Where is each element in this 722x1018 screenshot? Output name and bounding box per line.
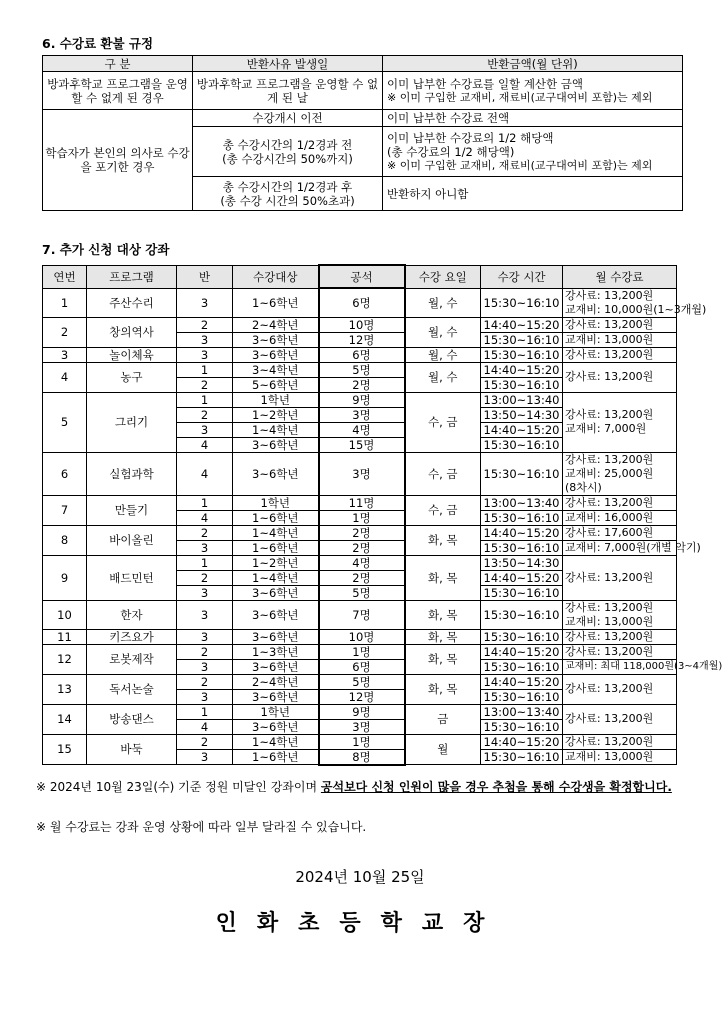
course-program-name: 창의역사: [87, 317, 177, 347]
course-fee: 교재비: 13,000원: [563, 749, 677, 765]
course-program-name: 독서논술: [87, 674, 177, 704]
course-vacancy: 2명: [319, 525, 405, 540]
course-target: 2~4학년: [233, 317, 319, 332]
course-target: 3~6학년: [233, 659, 319, 674]
course-target: 3~6학년: [233, 585, 319, 600]
col-header-no: 연번: [43, 265, 87, 288]
course-fee: 교재비: 16,000원: [563, 510, 677, 525]
course-time: 14:40~15:20: [481, 734, 563, 749]
course-time: 13:50~14:30: [481, 407, 563, 422]
course-program-name: 바둑: [87, 734, 177, 765]
course-vacancy: 2명: [319, 377, 405, 392]
course-fee: 교재비: 최대 118,000원(3~4개월): [563, 659, 677, 674]
course-no: 9: [43, 555, 87, 600]
course-class: 2: [177, 644, 233, 659]
course-time: 14:40~15:20: [481, 422, 563, 437]
course-target: 2~4학년: [233, 674, 319, 689]
course-vacancy: 4명: [319, 422, 405, 437]
course-time: 15:30~16:10: [481, 288, 563, 317]
refund-header-amount: 반환금액(월 단위): [383, 56, 683, 72]
course-target: 3~4학년: [233, 362, 319, 377]
course-fee: 강사료: 13,200원: [563, 495, 677, 510]
course-program-name: 키즈요가: [87, 629, 177, 644]
course-fee: 강사료: 13,200원 교재비: 25,000원 (8차시): [563, 452, 677, 495]
course-no: 7: [43, 495, 87, 525]
col-header-fee: 월 수강료: [563, 265, 677, 288]
course-no: 1: [43, 288, 87, 317]
course-no: 12: [43, 644, 87, 674]
course-program-name: 만들기: [87, 495, 177, 525]
col-header-program: 프로그램: [87, 265, 177, 288]
course-vacancy: 15명: [319, 437, 405, 452]
course-day: 화, 목: [405, 525, 481, 555]
course-vacancy: 9명: [319, 704, 405, 719]
course-fee: 강사료: 13,200원: [563, 644, 677, 659]
course-fee: 강사료: 13,200원: [563, 347, 677, 362]
course-class: 3: [177, 689, 233, 704]
notice-lottery: ※ 2024년 10월 23일(수) 기준 정원 미달인 강좌이며 공석보다 신청 인원이 많을 경우 추첨을 통해 수강생을 확정합니다.: [36, 780, 672, 794]
refund-row2-sub2-amount: 이미 납부한 수강료의 1/2 해당액 (총 수강료의 1/2 해당액) ※ 이미 구입한 교재비, 재료비(교구대여비 포함)는 제외: [383, 127, 683, 177]
table-row: [43, 525, 677, 540]
course-fee: 강사료: 17,600원: [563, 525, 677, 540]
course-no: 10: [43, 600, 87, 629]
course-target: 1~4학년: [233, 422, 319, 437]
course-day: 수, 금: [405, 495, 481, 525]
course-time: 15:30~16:10: [481, 689, 563, 704]
course-time: 15:30~16:10: [481, 749, 563, 765]
course-day: 화, 목: [405, 600, 481, 629]
course-vacancy: 12명: [319, 332, 405, 347]
course-vacancy: 3명: [319, 452, 405, 495]
course-vacancy: 5명: [319, 674, 405, 689]
course-target: 1~6학년: [233, 510, 319, 525]
course-fee: 강사료: 13,200원: [563, 734, 677, 749]
course-target: 3~6학년: [233, 600, 319, 629]
course-vacancy: 5명: [319, 585, 405, 600]
course-vacancy: 10명: [319, 629, 405, 644]
course-day: 화, 목: [405, 629, 481, 644]
refund-row1-category: 방과후학교 프로그램을 운영할 수 없게 된 경우: [43, 72, 193, 110]
course-vacancy: 1명: [319, 644, 405, 659]
course-no: 6: [43, 452, 87, 495]
col-header-vacancy: 공석: [319, 265, 405, 288]
table-row: [43, 392, 677, 407]
course-day: 월: [405, 734, 481, 765]
table-row: [43, 288, 677, 317]
course-vacancy: 2명: [319, 570, 405, 585]
course-fee: 강사료: 13,200원: [563, 555, 677, 600]
course-vacancy: 7명: [319, 600, 405, 629]
course-target: 3~6학년: [233, 689, 319, 704]
course-class: 2: [177, 570, 233, 585]
school-principal-name: 인화초등학교장: [215, 911, 505, 936]
course-no: 8: [43, 525, 87, 555]
course-class: 2: [177, 407, 233, 422]
course-time: 15:30~16:10: [481, 510, 563, 525]
course-time: 15:30~16:10: [481, 437, 563, 452]
refund-row2-sub1-amount: 이미 납부한 수강료 전액: [383, 110, 683, 127]
refund-row1-reason: 방과후학교 프로그램을 운영할 수 없게 된 날: [193, 72, 383, 110]
course-vacancy: 5명: [319, 362, 405, 377]
course-target: 3~6학년: [233, 437, 319, 452]
course-fee: 교재비: 13,000원: [563, 332, 677, 347]
course-target: 5~6학년: [233, 377, 319, 392]
course-fee: 강사료: 13,200원 교재비: 7,000원: [563, 392, 677, 452]
course-target: 3~6학년: [233, 452, 319, 495]
course-target: 1학년: [233, 495, 319, 510]
table-row: [43, 704, 677, 719]
course-class: 3: [177, 629, 233, 644]
course-class: 2: [177, 377, 233, 392]
refund-row2-sub1-reason: 수강개시 이전: [193, 110, 383, 127]
course-day: 수, 금: [405, 392, 481, 452]
course-day: 월, 수: [405, 288, 481, 317]
course-target: 1~4학년: [233, 570, 319, 585]
courses-section-title: 7. 추가 신청 대상 강좌: [42, 242, 170, 257]
course-time: 15:30~16:10: [481, 452, 563, 495]
course-vacancy: 12명: [319, 689, 405, 704]
course-class: 2: [177, 734, 233, 749]
course-vacancy: 6명: [319, 347, 405, 362]
course-program-name: 바이올린: [87, 525, 177, 555]
course-program-name: 실험과학: [87, 452, 177, 495]
course-target: 1학년: [233, 704, 319, 719]
course-no: 11: [43, 629, 87, 644]
course-class: 2: [177, 674, 233, 689]
course-no: 2: [43, 317, 87, 347]
course-time: 14:40~15:20: [481, 570, 563, 585]
course-fee: 교재비: 7,000원(개별 악기): [563, 540, 677, 555]
course-no: 13: [43, 674, 87, 704]
course-class: 3: [177, 600, 233, 629]
refund-row2-sub2-reason: 총 수강시간의 1/2경과 전 (총 수강시간의 50%까지): [193, 127, 383, 177]
course-target: 3~6학년: [233, 332, 319, 347]
course-time: 15:30~16:10: [481, 540, 563, 555]
course-class: 4: [177, 719, 233, 734]
course-class: 1: [177, 362, 233, 377]
course-target: 1~4학년: [233, 734, 319, 749]
course-class: 3: [177, 288, 233, 317]
document-date: 2024년 10월 25일: [295, 868, 425, 886]
course-class: 1: [177, 555, 233, 570]
course-vacancy: 9명: [319, 392, 405, 407]
refund-header-reason: 반환사유 발생일: [193, 56, 383, 72]
col-header-target: 수강대상: [233, 265, 319, 288]
table-row: [43, 362, 677, 377]
course-vacancy: 11명: [319, 495, 405, 510]
course-fee: 강사료: 13,200원: [563, 317, 677, 332]
course-fee: 강사료: 13,200원 교재비: 13,000원: [563, 600, 677, 629]
course-time: 15:30~16:10: [481, 659, 563, 674]
course-program-name: 농구: [87, 362, 177, 392]
course-no: 15: [43, 734, 87, 765]
course-no: 3: [43, 347, 87, 362]
course-class: 3: [177, 659, 233, 674]
course-day: 수, 금: [405, 452, 481, 495]
course-class: 4: [177, 452, 233, 495]
course-class: 1: [177, 495, 233, 510]
course-class: 4: [177, 510, 233, 525]
refund-row2-sub3-reason: 총 수강시간의 1/2경과 후 (총 수강 시간의 50%초과): [193, 177, 383, 211]
course-program-name: 한자: [87, 600, 177, 629]
course-time: 13:00~13:40: [481, 392, 563, 407]
refund-section-title: 6. 수강료 환불 규정: [42, 36, 154, 51]
course-fee: 강사료: 13,200원: [563, 362, 677, 392]
course-time: 13:50~14:30: [481, 555, 563, 570]
course-target: 1~6학년: [233, 540, 319, 555]
notice-lottery-emphasis: 공석보다 신청 인원이 많을 경우 추첨을 통해 수강생을 확정합니다.: [320, 780, 672, 794]
course-time: 15:30~16:10: [481, 332, 563, 347]
course-program-name: 배드민턴: [87, 555, 177, 600]
course-day: 월, 수: [405, 317, 481, 347]
course-no: 4: [43, 362, 87, 392]
course-day: 월, 수: [405, 347, 481, 362]
course-day: 금: [405, 704, 481, 734]
course-target: 1~2학년: [233, 407, 319, 422]
course-time: 14:40~15:20: [481, 317, 563, 332]
course-time: 15:30~16:10: [481, 585, 563, 600]
table-row: [43, 452, 677, 495]
course-program-name: 그리기: [87, 392, 177, 452]
course-class: 2: [177, 525, 233, 540]
course-fee: 강사료: 13,200원: [563, 674, 677, 704]
table-row: [43, 317, 677, 332]
table-row: [43, 347, 677, 362]
course-time: 15:30~16:10: [481, 629, 563, 644]
courses-table: [42, 264, 722, 766]
course-vacancy: 4명: [319, 555, 405, 570]
course-program-name: 로봇제작: [87, 644, 177, 674]
course-fee: 강사료: 13,200원: [563, 629, 677, 644]
table-row: [43, 555, 677, 570]
course-target: 1~6학년: [233, 749, 319, 765]
course-target: 1~3학년: [233, 644, 319, 659]
course-vacancy: 1명: [319, 734, 405, 749]
course-class: 3: [177, 585, 233, 600]
course-time: 13:00~13:40: [481, 704, 563, 719]
course-day: 화, 목: [405, 674, 481, 704]
course-target: 1학년: [233, 392, 319, 407]
course-class: 3: [177, 749, 233, 765]
refund-row2-category: 학습자가 본인의 의사로 수강을 포기한 경우: [43, 110, 193, 211]
col-header-class: 반: [177, 265, 233, 288]
refund-row1-amount: 이미 납부한 수강료를 일할 계산한 금액 ※ 이미 구입한 교재비, 재료비(교구대여비 포함)는 제외: [383, 72, 683, 110]
col-header-day: 수강 요일: [405, 265, 481, 288]
course-time: 14:40~15:20: [481, 674, 563, 689]
course-time: 15:30~16:10: [481, 719, 563, 734]
course-target: 1~2학년: [233, 555, 319, 570]
refund-header-category: 구 분: [43, 56, 193, 72]
course-day: 화, 목: [405, 555, 481, 600]
course-target: 1~4학년: [233, 525, 319, 540]
course-fee: 강사료: 13,200원 교재비: 10,000원(1~3개월): [563, 288, 677, 317]
course-program-name: 놀이체육: [87, 347, 177, 362]
table-row: [43, 674, 677, 689]
table-row: [43, 600, 677, 629]
course-vacancy: 10명: [319, 317, 405, 332]
course-time: 15:30~16:10: [481, 347, 563, 362]
course-day: 화, 목: [405, 644, 481, 674]
course-program-name: 방송댄스: [87, 704, 177, 734]
course-fee: 강사료: 13,200원: [563, 704, 677, 734]
refund-row2-sub3-amount: 반환하지 아니함: [383, 177, 683, 211]
course-class: 3: [177, 540, 233, 555]
course-target: 1~6학년: [233, 288, 319, 317]
refund-table: [42, 55, 683, 211]
course-target: 3~6학년: [233, 629, 319, 644]
course-vacancy: 8명: [319, 749, 405, 765]
course-class: 2: [177, 317, 233, 332]
table-row: [43, 495, 677, 510]
table-row: [43, 644, 677, 659]
course-time: 13:00~13:40: [481, 495, 563, 510]
course-time: 14:40~15:20: [481, 644, 563, 659]
course-program-name: 주산수리: [87, 288, 177, 317]
course-class: 4: [177, 437, 233, 452]
table-row: [43, 629, 677, 644]
course-target: 3~6학년: [233, 347, 319, 362]
course-vacancy: 1명: [319, 510, 405, 525]
notice-fee-change: ※ 월 수강료는 강좌 운영 상황에 따라 일부 달라질 수 있습니다.: [36, 820, 367, 834]
table-row: [43, 734, 677, 749]
course-no: 5: [43, 392, 87, 452]
course-class: 1: [177, 392, 233, 407]
col-header-time: 수강 시간: [481, 265, 563, 288]
course-vacancy: 6명: [319, 659, 405, 674]
course-vacancy: 2명: [319, 540, 405, 555]
course-time: 15:30~16:10: [481, 600, 563, 629]
course-time: 14:40~15:20: [481, 362, 563, 377]
course-no: 14: [43, 704, 87, 734]
course-class: 1: [177, 704, 233, 719]
course-class: 3: [177, 332, 233, 347]
course-time: 15:30~16:10: [481, 377, 563, 392]
course-day: 월, 수: [405, 362, 481, 392]
course-time: 14:40~15:20: [481, 525, 563, 540]
course-target: 3~6학년: [233, 719, 319, 734]
course-class: 3: [177, 422, 233, 437]
course-vacancy: 6명: [319, 288, 405, 317]
course-vacancy: 3명: [319, 719, 405, 734]
course-class: 3: [177, 347, 233, 362]
course-vacancy: 3명: [319, 407, 405, 422]
